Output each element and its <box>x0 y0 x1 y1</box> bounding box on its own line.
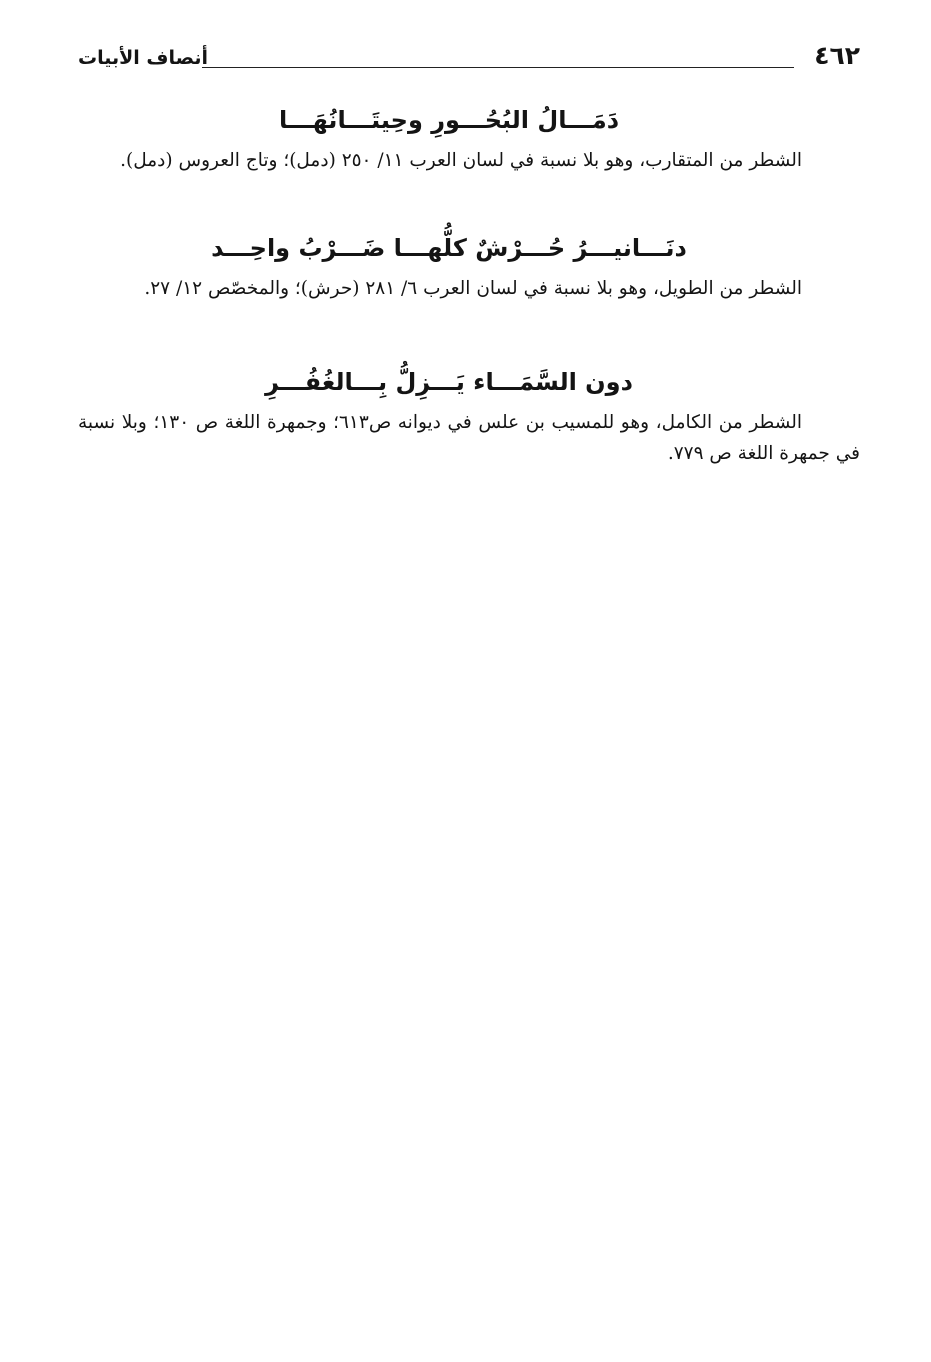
header-rule <box>202 67 794 68</box>
page-header <box>78 42 860 82</box>
entry <box>78 100 860 177</box>
verse-line: دون السَّمَـــاء يَـــزِلُّ بِـــالغُفُـــرِ <box>265 368 633 396</box>
running-title: أنصاف الأبيات <box>78 47 208 69</box>
verse-note: الشطر من المتقارب، وهو بلا نسبة في لسان العرب ١١/ ٢٥٠ (دمل)؛ وتاج العروس (دمل). <box>120 150 802 171</box>
verse-line: دنَـــانيـــرُ حُـــرْشٌ كلُّهـــا ضَـــرْبُ واحِـــد <box>211 234 687 262</box>
verse-note: الشطر من الكامل، وهو للمسيب بن علس في ديوانه ص٦١٣؛ وجمهرة اللغة ص ١٣٠؛ وبلا نسبة في جمهرة اللغة ص ٧٧٩. <box>78 412 860 464</box>
verse-note: الشطر من الطويل، وهو بلا نسبة في لسان العرب ٦/ ٢٨١ (حرش)؛ والمخصّص ١٢/ ٢٧. <box>144 278 802 299</box>
page-number: ٤٦٢ <box>814 41 860 70</box>
entry <box>78 362 860 469</box>
verse-line: دَمَـــالُ البُحُـــورِ وحِيتَـــانُهَـــا <box>278 106 620 134</box>
entry <box>78 228 860 305</box>
